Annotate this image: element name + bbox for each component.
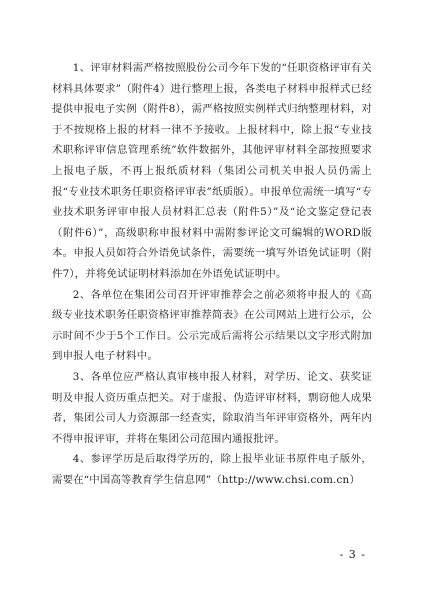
- document-body: [52, 58, 372, 490]
- paragraph-2: 2、各单位在集团公司召开评审推荐会之前必须将申报人的《高级专业技术职务任职资格评审推荐简表》在公司网站上进行公示，公示时间不少于5个工作日。公示完成后需将公示结果以文字形式附加到申报人电子材料中。: [52, 288, 372, 363]
- paragraph-1: 1、评审材料需严格按照股份公司今年下发的“任职资格评审有关材料具体要求”（附件4）进行整理上报，各类电子材料申报样式已经提供申报电子实例（附件8），需严格按照实例样式归纳整理材料，对于不按规格上报的材料一律不予接收。上报材料中，除上报“专业技术职称评审信息管理系统”软件数据外，其他评审材料全部按照要求上报电子版，不再上报纸质材料（集团公司机关申报人员仍需上报“专业技术职务任职资格评审表”纸质版）。申报单位需统一填写“专业技术职务评审申报人员材料汇总表（附件5）”及“论文鉴定登记表（附件6）”，高级职称申报材料中需附参评论文可编辑的WORD版本。申报人员如符合外语免试条件，需要统一填写外语免试证明（附件7），并将免试证明材料添加在外语免试证明中。: [52, 62, 372, 280]
- paragraph-4: 4、参评学历是后取得学历的，除上报毕业证书原件电子版外，需要在“中国高等教育学生信息网”（http://www.chsi.com.cn）: [52, 453, 372, 486]
- paragraph-3: 3、各单位应严格认真审核申报人材料，对学历、论文、获奖证明及申报人资历重点把关。对于虚报、伪造评审材料，剽窃他人成果者，集团公司人力资源部一经查实，除取消当年评审资格外，两年内不得申报评审，并将在集团公司范围内通报批评。: [52, 370, 372, 445]
- page-number: - 3 -: [339, 548, 366, 561]
